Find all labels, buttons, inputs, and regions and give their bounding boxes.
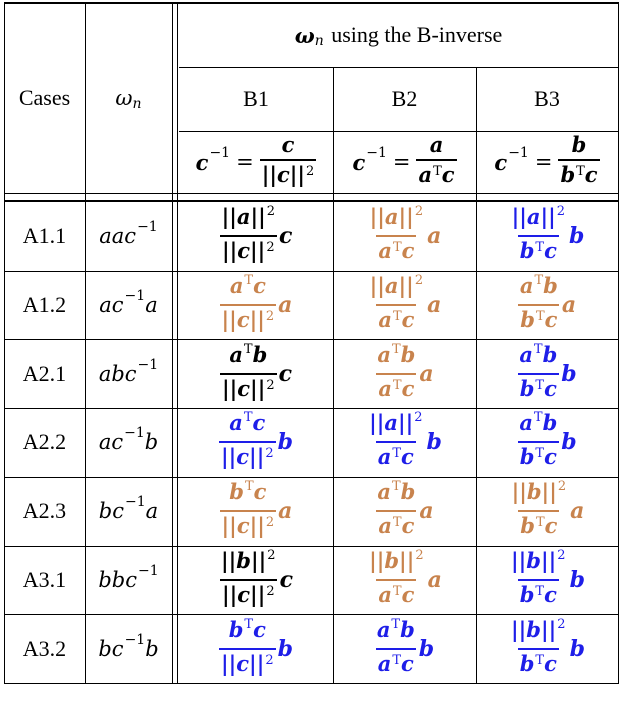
formula-fraction [518, 274, 560, 336]
formula-expression [368, 205, 442, 267]
formula-expression [375, 343, 433, 405]
formula-fraction [375, 618, 417, 680]
formula-cell-b3 [476, 408, 618, 477]
case-cell [4, 546, 85, 615]
fraction-numerator: $||b||^2$ [221, 547, 276, 573]
omega-expression: bc −1 b [98, 631, 159, 661]
header-b2-label: B2 [391, 86, 418, 111]
formula-fraction [220, 274, 277, 336]
formula-expression [367, 411, 442, 473]
header-cases [4, 3, 85, 193]
rule-row [4, 271, 619, 272]
formula-expression [517, 343, 576, 405]
case-label: A2.1 [22, 360, 67, 386]
formula-expression [517, 411, 576, 473]
formula-expression [375, 480, 433, 542]
header-b2 [333, 67, 476, 131]
fraction-denominator: $||c||^2$ [219, 648, 276, 680]
omega-expression: bbc −1 [98, 562, 159, 592]
fraction-numerator: $a^Tb$ [229, 341, 268, 367]
case-label: A1.2 [22, 292, 67, 318]
formula-fraction [220, 480, 277, 542]
fraction-denominator: $||c||^2$ [220, 579, 277, 611]
fraction-multiplier: b [569, 566, 585, 593]
fraction-multiplier: a [419, 498, 434, 525]
rule-omega-sep-2 [177, 2, 178, 683]
case-cell [4, 408, 85, 477]
fraction-numerator: $a^Tb$ [377, 479, 416, 505]
header-b3 [476, 67, 618, 131]
fraction-multiplier: a [278, 498, 293, 525]
formula-fraction [375, 480, 417, 542]
fraction-multiplier: c [279, 223, 293, 250]
formula-fraction [509, 549, 568, 611]
formula-fraction [219, 618, 276, 680]
fraction-multiplier: b [418, 635, 435, 662]
fraction-numerator: $||b||^2$ [511, 547, 566, 573]
fraction-multiplier: a [570, 498, 585, 525]
fraction-numerator: $||b||^2$ [511, 616, 566, 642]
omega-cell [85, 271, 172, 340]
formula-fraction [517, 343, 559, 405]
fraction-multiplier: b [561, 360, 577, 387]
formula-expression [219, 411, 293, 473]
rule-b1-b2 [333, 67, 334, 683]
omega-cell [85, 546, 172, 615]
formula-expression [220, 480, 293, 542]
fraction-numerator: $||b||^2$ [511, 479, 567, 505]
formula-expression [220, 205, 293, 267]
fraction-numerator: $a^Tc$ [229, 410, 266, 436]
fraction-denominator: $b^Tc$ [518, 373, 559, 405]
header-group-title [179, 3, 618, 67]
case-cell [4, 202, 85, 271]
rule-top [4, 2, 619, 4]
fraction-numerator: $||a||^2$ [511, 204, 566, 230]
fraction-denominator: $||c||^2$ [220, 304, 277, 336]
rule-row [4, 683, 619, 684]
rule-header-bottom-1 [4, 193, 619, 194]
fraction-numerator: $||a||^2$ [369, 410, 423, 436]
fraction-multiplier: a [419, 360, 434, 387]
formula-cell-b1 [179, 477, 333, 546]
rule-group-title [179, 67, 619, 68]
formula-expression [518, 274, 576, 336]
fraction-denominator: $b^Tc$ [518, 510, 559, 542]
rule-cases-sep [85, 2, 86, 683]
formula-cell-b1 [179, 339, 333, 408]
fraction-denominator: $a^Tc$ [376, 441, 416, 473]
formula-cell-b1 [179, 408, 333, 477]
b2-formula-fraction: $\frac{a}{a^Tc}$ [416, 133, 456, 191]
fraction-multiplier: b [277, 635, 293, 662]
fraction-multiplier: b [561, 429, 577, 456]
formula-cell-b3 [476, 271, 618, 340]
formula-expression [510, 480, 585, 542]
formula-cell-b3 [476, 546, 618, 615]
case-label: A2.3 [22, 498, 67, 524]
fraction-numerator: $a^Tb$ [376, 616, 415, 642]
rule-row [4, 408, 619, 409]
formula-fraction [368, 205, 425, 267]
formula-fraction [219, 549, 278, 611]
rule-row [4, 614, 619, 615]
omega-cell [85, 477, 172, 546]
group-title-subscript: n [314, 33, 324, 49]
fraction-denominator: $a^Tc$ [376, 373, 416, 405]
b3-formula-fraction: $\frac{b}{b^Tc}$ [558, 133, 599, 191]
fraction-denominator: $b^Tc$ [518, 441, 559, 473]
rule-right [618, 2, 619, 683]
omega-expression: ac −1 b [98, 425, 159, 455]
formula-fraction [517, 411, 559, 473]
formula-fraction [510, 480, 569, 542]
fraction-multiplier: a [427, 292, 442, 319]
fraction-denominator: $b^Tc$ [518, 579, 559, 611]
formula-cell-b3 [476, 614, 618, 683]
fraction-denominator: $b^Tc$ [518, 304, 559, 336]
formula-cell-b2 [333, 408, 476, 477]
omega-cell [85, 202, 172, 271]
rule-col-labels [179, 131, 619, 132]
formula-fraction [220, 343, 277, 405]
header-cases-label: Cases [18, 85, 71, 110]
formula-cell-b3 [476, 477, 618, 546]
case-cell [4, 339, 85, 408]
fraction-multiplier: a [427, 223, 442, 250]
formula-cell-b2 [333, 202, 476, 271]
fraction-numerator: $||a||^2$ [369, 204, 424, 230]
formula-expression [510, 205, 585, 267]
formula-cell-b1 [179, 202, 333, 271]
rule-row [4, 546, 619, 547]
formula-expression [509, 549, 585, 611]
formula-fraction [510, 205, 567, 267]
formula-fraction [368, 274, 425, 336]
fraction-denominator: $||c||^2$ [219, 441, 276, 473]
omega-cell [85, 339, 172, 408]
fraction-denominator: $a^Tc$ [376, 510, 416, 542]
formula-fraction [367, 411, 424, 473]
formula-cell-b1 [179, 271, 333, 340]
formula-cell-b1 [179, 614, 333, 683]
header-b2-formula: c −1 = $\frac{a}{a^Tc}$ [333, 131, 476, 193]
formula-cell-b3 [476, 339, 618, 408]
header-b3-formula: c −1 = $\frac{b}{b^Tc}$ [476, 131, 618, 193]
formula-fraction [509, 618, 568, 680]
formula-cell-b1 [179, 546, 333, 615]
fraction-numerator: $||a||^2$ [369, 273, 424, 299]
fraction-denominator: $a^Tc$ [376, 648, 416, 680]
formula-expression [509, 618, 585, 680]
formula-fraction [367, 549, 426, 611]
formula-expression [375, 618, 434, 680]
fraction-numerator: $a^Tb$ [377, 341, 416, 367]
header-omega [85, 3, 172, 193]
formula-cell-b2 [333, 614, 476, 683]
case-label: A3.2 [22, 635, 67, 661]
case-cell [4, 614, 85, 683]
fraction-multiplier: b [277, 429, 293, 456]
formula-cell-b3 [476, 202, 618, 271]
formula-expression [219, 618, 293, 680]
fraction-multiplier: c [279, 566, 293, 593]
formula-cell-b2 [333, 477, 476, 546]
fraction-numerator: $||a||^2$ [221, 204, 276, 230]
formula-expression [367, 549, 442, 611]
fraction-multiplier: c [278, 360, 293, 387]
header-b1-formula: c −1 = $\frac{c}{||c||^2}$ [179, 131, 333, 193]
rule-omega-sep-1 [172, 2, 173, 683]
fraction-multiplier: a [561, 292, 577, 319]
omega-expression: bc −1 a [98, 494, 159, 524]
formula-fraction [219, 411, 276, 473]
rule-row [4, 339, 619, 340]
omega-expression: aac −1 [99, 219, 158, 249]
fraction-numerator: $b^Tc$ [228, 616, 266, 642]
case-label: A2.2 [22, 429, 67, 455]
header-b1 [179, 67, 333, 131]
fraction-denominator: $a^Tc$ [376, 304, 416, 336]
fraction-denominator: $a^Tc$ [376, 235, 416, 267]
fraction-numerator: $||b||^2$ [369, 547, 424, 573]
omega-cell [85, 614, 172, 683]
case-cell [4, 271, 85, 340]
fraction-denominator: $||c||^2$ [220, 510, 277, 542]
case-label: A3.1 [22, 566, 67, 592]
case-cell [4, 477, 85, 546]
fraction-denominator: $||c||^2$ [220, 373, 277, 405]
rule-header-bottom-2 [4, 200, 619, 202]
omega-expression: ac −1 a [99, 288, 158, 318]
fraction-denominator: $||c||^2$ [220, 235, 277, 267]
rule-left [4, 2, 5, 683]
fraction-multiplier: b [569, 223, 585, 250]
fraction-numerator: $a^Tc$ [229, 273, 266, 299]
header-b1-label: B1 [243, 86, 269, 111]
formula-expression [220, 274, 293, 336]
formula-fraction [220, 205, 277, 267]
formula-expression [368, 274, 442, 336]
formula-expression [219, 549, 293, 611]
fraction-multiplier: b [426, 429, 442, 456]
formula-cell-b2 [333, 339, 476, 408]
fraction-numerator: $a^Tb$ [519, 341, 558, 367]
b1-formula-fraction: $\frac{c}{||c||^2}$ [260, 133, 317, 191]
fraction-multiplier: a [278, 292, 293, 319]
header-omega-symbol: ω n [115, 86, 142, 112]
group-title-omega: ω [294, 22, 315, 48]
formula-expression [220, 343, 292, 405]
fraction-denominator: $a^Tc$ [376, 579, 416, 611]
fraction-multiplier: b [569, 635, 585, 662]
fraction-denominator: $b^Tc$ [518, 648, 559, 680]
rule-b2-b3 [476, 67, 477, 683]
fraction-numerator: $b^Tc$ [229, 479, 267, 505]
case-label: A1.1 [22, 223, 67, 249]
fraction-numerator: $a^Tb$ [519, 410, 558, 436]
fraction-multiplier: a [427, 566, 442, 593]
fraction-denominator: $b^Tc$ [518, 235, 559, 267]
header-b3-label: B3 [534, 86, 560, 111]
fraction-numerator: $a^Tb$ [519, 273, 558, 299]
group-title-text: using the B-inverse [325, 22, 503, 47]
formula-cell-b2 [333, 271, 476, 340]
formula-fraction [375, 343, 417, 405]
omega-cell [85, 408, 172, 477]
rule-row [4, 477, 619, 478]
formula-cell-b2 [333, 546, 476, 615]
omega-expression: abc −1 [98, 356, 159, 386]
